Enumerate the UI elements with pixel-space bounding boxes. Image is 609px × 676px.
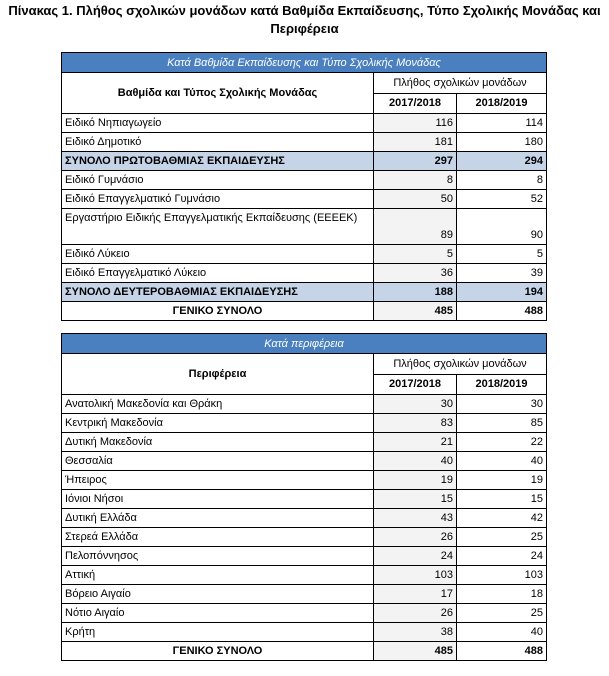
region-total-2017: 485	[374, 642, 457, 661]
table-cell-label: Ειδικό Δημοτικό	[62, 133, 374, 152]
table-cell-label: Ανατολική Μακεδονία και Θράκη	[62, 395, 374, 414]
table-cell-label: Ιόνιοι Νήσοι	[62, 490, 374, 509]
table-cell-2017: 30	[374, 395, 457, 414]
table-cell-2018: 40	[457, 452, 547, 471]
section1-year-2017: 2017/2018	[374, 93, 457, 114]
primary-total-label: ΣΥΝΟΛΟ ΠΡΩΤΟΒΑΘΜΙΑΣ ΕΚΠΑΙΔΕΥΣΗΣ	[62, 152, 374, 171]
region-total-2018: 488	[457, 642, 547, 661]
secondary-total-2017: 188	[374, 283, 457, 302]
table-cell-label: Βόρειο Αιγαίο	[62, 585, 374, 604]
table-cell-2018: 90	[457, 209, 547, 245]
table-cell-2017: 24	[374, 547, 457, 566]
table-cell-2017: 26	[374, 528, 457, 547]
section1-group-header: Πλήθος σχολικών μονάδων	[374, 73, 547, 94]
table-cell-2017: 19	[374, 471, 457, 490]
grand-total-label: ΓΕΝΙΚΟ ΣΥΝΟΛΟ	[62, 302, 374, 321]
table-cell-2018: 30	[457, 395, 547, 414]
table-cell-2018: 15	[457, 490, 547, 509]
table-cell-2017: 21	[374, 433, 457, 452]
table-cell-2017: 43	[374, 509, 457, 528]
table-cell-2017: 50	[374, 190, 457, 209]
section2-group-header: Πλήθος σχολικών μονάδων	[374, 354, 547, 375]
table-cell-2017: 83	[374, 414, 457, 433]
table-cell-2017: 89	[374, 209, 457, 245]
table-cell-label: Ειδικό Επαγγελματικό Λύκειο	[62, 264, 374, 283]
table-cell-label: Θεσσαλία	[62, 452, 374, 471]
table-cell-2018: 24	[457, 547, 547, 566]
table-cell-2018: 114	[457, 114, 547, 133]
table-cell-2018: 42	[457, 509, 547, 528]
table-cell-label: Ειδικό Λύκειο	[62, 245, 374, 264]
table-cell-2017: 8	[374, 171, 457, 190]
secondary-total-label: ΣΥΝΟΛΟ ΔΕΥΤΕΡΟΒΑΘΜΙΑΣ ΕΚΠΑΙΔΕΥΣΗΣ	[62, 283, 374, 302]
table-by-level	[61, 52, 547, 321]
secondary-total-2018: 194	[457, 283, 547, 302]
section1-year-2018: 2018/2019	[457, 93, 547, 114]
table-cell-label: Κεντρική Μακεδονία	[62, 414, 374, 433]
table-cell-2017: 181	[374, 133, 457, 152]
table-cell-label: Ήπειρος	[62, 471, 374, 490]
table-cell-2017: 15	[374, 490, 457, 509]
table-cell-label: Κρήτη	[62, 623, 374, 642]
table-cell-label: Πελοπόννησος	[62, 547, 374, 566]
primary-total-2017: 297	[374, 152, 457, 171]
section2-year-2017: 2017/2018	[374, 374, 457, 395]
table-title: Πίνακας 1. Πλήθος σχολικών μονάδων κατά Βαθμίδα Εκπαίδευσης, Τύπο Σχολικής Μονάδας και Περιφέρεια	[8, 3, 601, 36]
table-cell-label: Ειδικό Γυμνάσιο	[62, 171, 374, 190]
primary-total-2018: 294	[457, 152, 547, 171]
table-cell-2018: 52	[457, 190, 547, 209]
table-cell-2018: 103	[457, 566, 547, 585]
table-cell-2017: 17	[374, 585, 457, 604]
table-cell-2017: 36	[374, 264, 457, 283]
table-cell-label: Στερεά Ελλάδα	[62, 528, 374, 547]
table-cell-2017: 38	[374, 623, 457, 642]
table-cell-2018: 85	[457, 414, 547, 433]
table-cell-label: Νότιο Αιγαίο	[62, 604, 374, 623]
section2-banner: Κατά περιφέρεια	[62, 334, 547, 354]
section1-banner: Κατά Βαθμίδα Εκπαίδευσης και Τύπο Σχολικής Μονάδας	[62, 53, 547, 73]
grand-total-2018: 488	[457, 302, 547, 321]
section1-row-header: Βαθμίδα και Τύπος Σχολικής Μονάδας	[62, 73, 374, 114]
table-cell-label: Δυτική Μακεδονία	[62, 433, 374, 452]
table-cell-2018: 180	[457, 133, 547, 152]
table-cell-2018: 18	[457, 585, 547, 604]
table-cell-2018: 19	[457, 471, 547, 490]
table-by-region	[61, 333, 547, 661]
table-cell-2018: 25	[457, 528, 547, 547]
section2-row-header: Περιφέρεια	[62, 354, 374, 395]
section2-year-2018: 2018/2019	[457, 374, 547, 395]
table-cell-label: Ειδικό Νηπιαγωγείο	[62, 114, 374, 133]
table-cell-2018: 8	[457, 171, 547, 190]
table-cell-2017: 103	[374, 566, 457, 585]
table-cell-label: Δυτική Ελλάδα	[62, 509, 374, 528]
table-cell-label: Εργαστήριο Ειδικής Επαγγελματικής Εκπαίδευσης (ΕΕΕΕΚ)	[62, 209, 374, 245]
table-cell-2018: 5	[457, 245, 547, 264]
table-cell-2018: 40	[457, 623, 547, 642]
grand-total-2017: 485	[374, 302, 457, 321]
table-cell-2018: 25	[457, 604, 547, 623]
table-cell-2017: 26	[374, 604, 457, 623]
table-cell-2017: 40	[374, 452, 457, 471]
table-cell-2018: 22	[457, 433, 547, 452]
table-cell-label: Ειδικό Επαγγελματικό Γυμνάσιο	[62, 190, 374, 209]
table-cell-2017: 5	[374, 245, 457, 264]
table-cell-2018: 39	[457, 264, 547, 283]
region-total-label: ΓΕΝΙΚΟ ΣΥΝΟΛΟ	[62, 642, 374, 661]
table-cell-2017: 116	[374, 114, 457, 133]
table-cell-label: Αττική	[62, 566, 374, 585]
